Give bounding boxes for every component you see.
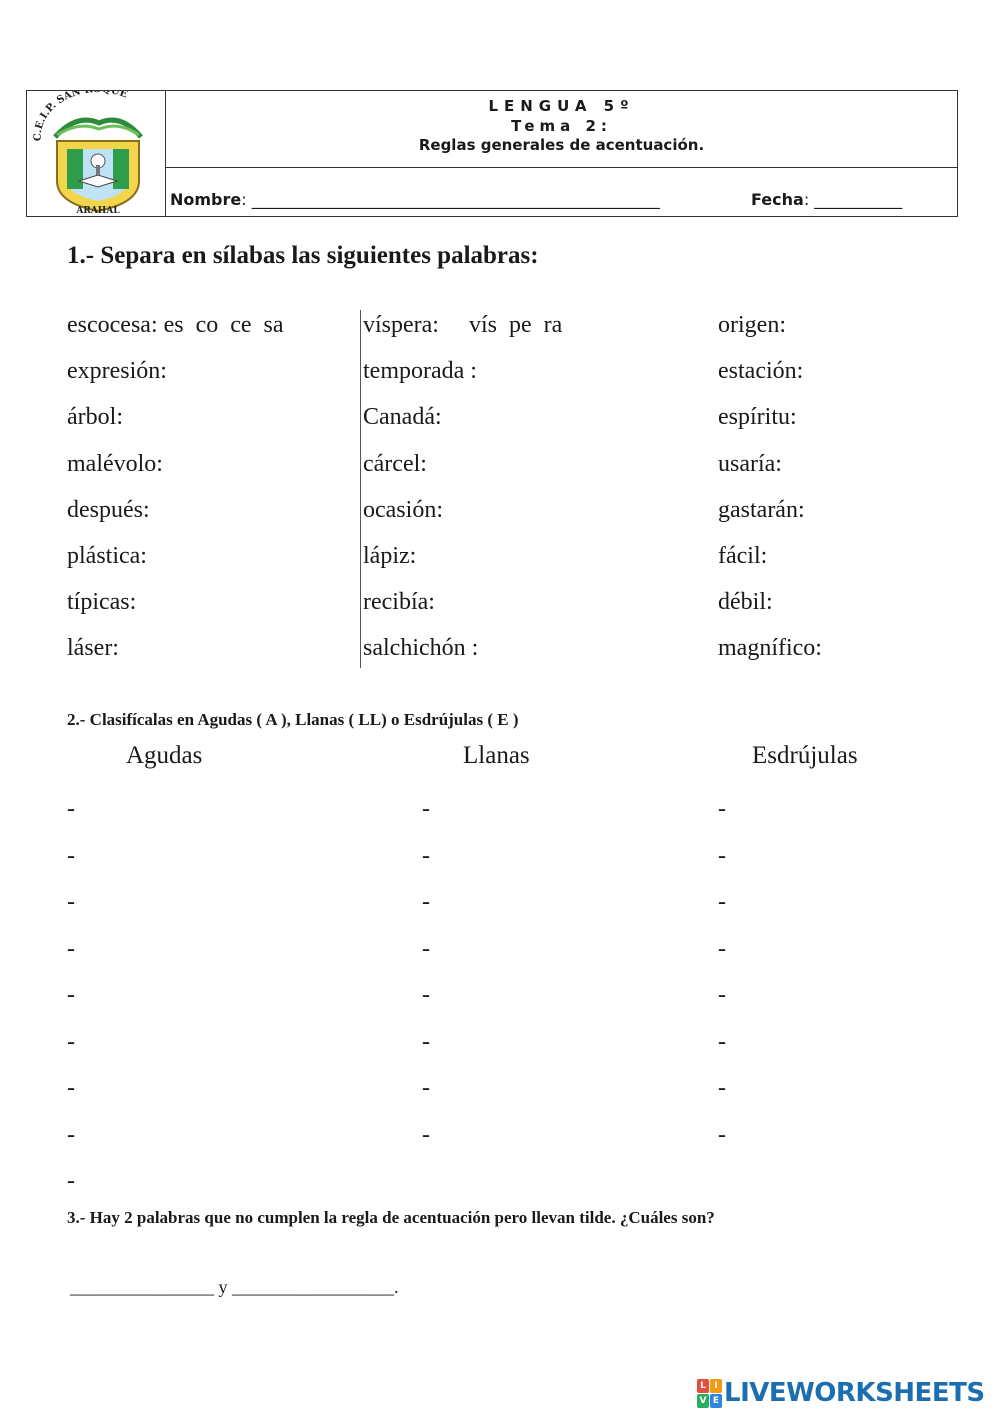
answer-slot[interactable]: - <box>422 1028 430 1055</box>
word-item[interactable] <box>67 348 357 394</box>
logo-letter: E <box>710 1394 722 1408</box>
agudas-answer-list <box>67 786 75 1205</box>
word-item[interactable] <box>67 533 357 579</box>
answer-slot[interactable]: - <box>422 796 430 822</box>
word-item[interactable] <box>718 441 978 487</box>
answer-slot[interactable]: - <box>718 982 726 1008</box>
answer-slot[interactable]: - <box>718 796 726 822</box>
category-agudas: Agudas <box>126 742 203 769</box>
answer-slot[interactable]: - <box>718 889 726 915</box>
answer-slot[interactable]: - <box>67 1075 75 1101</box>
word-item[interactable] <box>363 394 693 440</box>
word-label: malévolo: <box>67 450 163 477</box>
word-item[interactable] <box>718 579 978 625</box>
word-label: víspera: <box>363 312 439 338</box>
answer-slot[interactable]: - <box>67 1028 75 1055</box>
word-item[interactable] <box>718 302 978 348</box>
answer-slot[interactable]: - <box>67 842 75 869</box>
answer-slot[interactable]: - <box>422 982 430 1008</box>
date-field[interactable] <box>751 190 902 209</box>
word-answer: vís pe ra <box>468 312 563 338</box>
word-label: escocesa: <box>67 312 158 338</box>
word-label: temporada : <box>363 358 477 385</box>
name-field[interactable] <box>170 190 660 209</box>
word-item[interactable] <box>718 394 978 440</box>
logo-text-bottom: ARAHAL <box>76 206 120 216</box>
title-area <box>166 91 957 168</box>
word-label: Canadá: <box>363 404 442 431</box>
answer-slot[interactable]: - <box>422 1121 430 1148</box>
category-llanas: Llanas <box>463 742 530 769</box>
word-label: recibía: <box>363 589 435 616</box>
word-item[interactable] <box>67 441 357 487</box>
answer-slot[interactable]: - <box>67 796 75 822</box>
logo-letter: I <box>710 1379 722 1393</box>
word-item[interactable] <box>363 487 693 533</box>
llanas-answer-list <box>422 786 430 1158</box>
word-answer: es co ce sa <box>163 312 284 338</box>
name-label: Nombre <box>170 190 242 209</box>
answer-slot[interactable]: - <box>422 842 430 869</box>
word-label: ocasión: <box>363 496 443 523</box>
answer-slot[interactable]: - <box>718 842 726 869</box>
name-line: : ___________________________________________________ <box>241 190 660 209</box>
section3-answer-line[interactable]: ________________ y __________________. <box>70 1277 399 1297</box>
word-item[interactable] <box>363 579 693 625</box>
answer-slot[interactable]: - <box>67 982 75 1008</box>
name-date-area <box>166 168 957 216</box>
topic-title: Tema 2: <box>511 117 612 135</box>
answer-slot[interactable]: - <box>718 1075 726 1101</box>
answer-slot[interactable]: - <box>718 1028 726 1055</box>
topic-subtitle: Reglas generales de acentuación. <box>418 136 705 154</box>
answer-slot[interactable]: - <box>422 935 430 962</box>
word-label: lápiz: <box>363 543 417 570</box>
section3-title: 3.- Hay 2 palabras que no cumplen la regla de acentuación pero llevan tilde. ¿Cuáles son? <box>67 1208 715 1227</box>
word-label: después: <box>67 496 150 523</box>
word-label: árbol: <box>67 404 123 431</box>
word-item[interactable] <box>718 487 978 533</box>
word-item[interactable] <box>363 441 693 487</box>
answer-slot[interactable]: - <box>67 1121 75 1148</box>
word-item[interactable] <box>67 625 357 671</box>
word-item[interactable] <box>67 579 357 625</box>
word-item[interactable] <box>67 487 357 533</box>
date-label: Fecha <box>751 190 804 209</box>
logo-letter: V <box>697 1394 709 1408</box>
subject-title: LENGUA 5º <box>488 97 635 115</box>
word-label: láser: <box>67 635 119 662</box>
word-label: cárcel: <box>363 450 427 477</box>
word-label: origen: <box>718 312 786 338</box>
answer-slot[interactable]: - <box>422 1075 430 1101</box>
word-label: salchichón : <box>363 635 479 662</box>
word-item[interactable] <box>67 394 357 440</box>
word-label: expresión: <box>67 358 167 385</box>
school-logo <box>27 91 166 216</box>
date-line: : ___________ <box>803 190 903 209</box>
word-column-3 <box>718 302 978 672</box>
word-item[interactable] <box>363 625 693 671</box>
word-label: típicas: <box>67 589 137 616</box>
section1-title: 1.- Separa en sílabas las siguientes palabras: <box>67 242 539 269</box>
section2-title: 2.- Clasifícalas en Agudas ( A ), Llanas ( LL) o Esdrújulas ( E ) <box>67 710 519 729</box>
word-item[interactable] <box>363 302 693 348</box>
word-column-2 <box>363 302 693 672</box>
answer-slot[interactable]: - <box>718 935 726 962</box>
svg-text:C.E.I.P. SAN ROQUE <box>33 91 129 141</box>
liveworksheets-logo-icon <box>697 1379 721 1407</box>
logo-text-top: C.E.I.P. SAN UE <box>32 91 129 142</box>
answer-slot[interactable]: - <box>67 889 75 915</box>
word-item[interactable] <box>363 533 693 579</box>
word-item[interactable] <box>718 348 978 394</box>
word-column-1 <box>67 302 357 672</box>
word-label: magnífico: <box>718 635 822 662</box>
answer-slot[interactable]: - <box>718 1121 726 1148</box>
answer-slot[interactable]: - <box>67 1168 75 1194</box>
word-label: estación: <box>718 358 804 385</box>
category-esdrujulas: Esdrújulas <box>752 742 858 769</box>
word-label: fácil: <box>718 543 768 570</box>
word-label: espíritu: <box>718 404 797 431</box>
answer-slot[interactable]: - <box>422 889 430 915</box>
liveworksheets-brand <box>697 1376 985 1410</box>
worksheet-header <box>26 90 958 217</box>
word-item[interactable] <box>363 348 693 394</box>
logo-letter: L <box>697 1379 709 1393</box>
word-label: plástica: <box>67 543 147 570</box>
word-item[interactable] <box>718 533 978 579</box>
answer-slot[interactable]: - <box>67 935 75 962</box>
esdrujulas-answer-list <box>718 786 726 1158</box>
word-label: gastarán: <box>718 496 805 523</box>
word-label: usaría: <box>718 450 782 477</box>
column-divider <box>360 310 361 668</box>
word-item[interactable] <box>718 625 978 671</box>
word-item[interactable] <box>67 302 357 348</box>
school-crest-icon <box>27 91 165 216</box>
word-label: débil: <box>718 589 773 616</box>
brand-text: LIVEWORKSHEETS <box>724 1378 985 1408</box>
